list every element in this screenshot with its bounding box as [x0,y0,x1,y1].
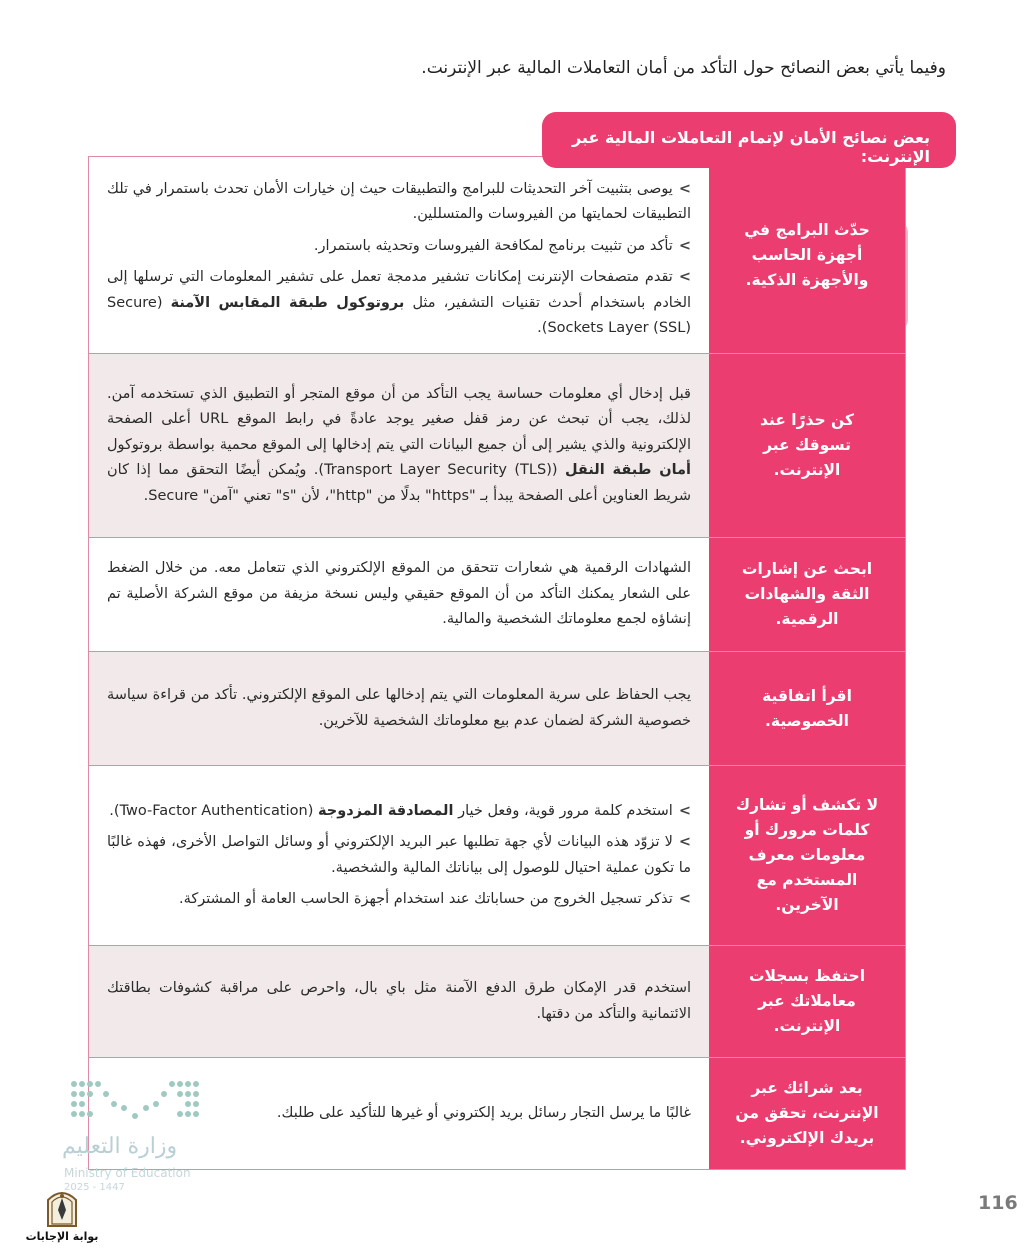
row-heading: اقرأ اتفاقية الخصوصية. [709,652,905,765]
table-row [89,945,905,1057]
row-body: الشهادات الرقمية هي شعارات تتحقق من الموقع الإلكتروني الذي تتعامل معه. من خلال الضغط على الشعار يمكنك التأكد من أن الموقع حقيقي وليس نسخة مزيفة من موقع الشركة الأصلية تم إنشاؤه لجمع معلوماتك الشخصية والمالية. [89,538,709,651]
row-body: غالبًا ما يرسل التجار رسائل بريد إلكتروني أو غيرها للتأكيد على طلبك. [89,1058,709,1169]
ministry-watermark [62,1078,212,1194]
row-heading: احتفظ بسجلات معاملاتك عبر الإنترنت. [709,946,905,1057]
table-row [89,537,905,651]
ministry-year: 2025 - 1447 [64,1182,125,1193]
bullet-item: >يوصى بتثبيت آخر التحديثات للبرامج والتطبيقات حيث إن خيارات الأمان تحدث باستمرار في تلك التطبيقات لحمايتها من الفيروسات والمتسللين. [107,180,691,222]
row-body [89,766,709,945]
intro-text: وفيما يأتي بعض النصائح حول التأكد من أمان التعاملات المالية عبر الإنترنت. [421,58,946,78]
table-title-tab: بعض نصائح الأمان لإتمام التعاملات المالية عبر الإنترنت: [542,112,956,168]
bullet-item: >استخدم كلمة مرور قوية، وفعل خيار المصادقة المزدوجة (Two-Factor Authentication). [109,802,691,819]
bullet-item: >تذكر تسجيل الخروج من حساباتك عند استخدام أجهزة الحاسب العامة أو المشتركة. [178,891,691,907]
row-body: يجب الحفاظ على سرية المعلومات التي يتم إدخالها على الموقع الإلكتروني. تأكد من قراءة سياسة خصوصية الشركة لضمان عدم بيع معلوماتك الشخصية للآخرين. [89,652,709,765]
ministry-logo-icon [68,1078,204,1126]
bullet-item: >تأكد من تثبيت برنامج لمكافحة الفيروسات وتحديثه باستمرار. [313,237,691,254]
ministry-name-ar: وزارة التعليم [62,1134,178,1159]
row-body: استخدم قدر الإمكان طرق الدفع الآمنة مثل باي بال، واحرص على مراقبة كشوفات بطاقتك الائتمانية والتأكد من دقتها. [89,946,709,1057]
site-logo [22,1186,102,1248]
table-row [89,353,905,537]
table-row [89,157,905,353]
ministry-name-en: Ministry of Education [64,1166,191,1180]
row-heading: بعد شرائك عبر الإنترنت، تحقق من بريدك الإلكتروني. [709,1058,905,1169]
row-heading: حدّث البرامج في أجهزة الحاسب والأجهزة الذكية. [709,157,905,353]
table-row [89,765,905,945]
row-heading: ابحث عن إشارات الثقة والشهادات الرقمية. [709,538,905,651]
bullet-item: >لا تزوّد هذه البيانات لأي جهة تطلبها عبر البريد الإلكتروني أو وسائل التواصل الأخرى، فهذه غالبًا ما تكون عملية احتيال للوصول إلى بياناتك المالية والشخصية. [107,834,691,876]
row-body: قبل إدخال أي معلومات حساسة يجب التأكد من أن موقع المتجر أو التطبيق الذي تستخدمه آمن. لذلك، يجب أن تبحث عن رمز قفل صغير يوجد عادةً في رابط الموقع URL أعلى الصفحة الإلكترونية والذي يشير إلى أن جميع البيانات التي يتم إدخالها إلى الموقع محمية بواسطة بروتوكول أمان طبقة النقل (Transport Layer Security (TLS)). ويُمكن أيضًا التحقق مما إذا كان شريط العناوين أعلى الصفحة يبدأ بـ "https" بدلًا من "http"، لأن "s" تعني "آمن" Secure. [89,354,709,537]
site-logo-text: بوابة الإجابات [25,1230,99,1243]
bullet-item: >تقدم متصفحات الإنترنت إمكانات تشفير مدمجة تعمل على تشفير المعلومات التي ترسلها إلى الخادم باستخدام أحدث تقنيات التشفير، مثل بروتوكول طبقة المقابس الآمنة (Secure Sockets Layer (SSL)). [107,269,692,336]
shield-pen-icon [22,1186,102,1230]
table-row [89,651,905,765]
security-tips-table [88,156,906,1170]
row-heading: كن حذرًا عند تسوقك عبر الإنترنت. [709,354,905,537]
row-heading: لا تكشف أو تشارك كلمات مرورك أو معلومات معرف المستخدم مع الآخرين. [709,766,905,945]
page-number: 116 [978,1192,1018,1214]
row-body [89,157,709,353]
